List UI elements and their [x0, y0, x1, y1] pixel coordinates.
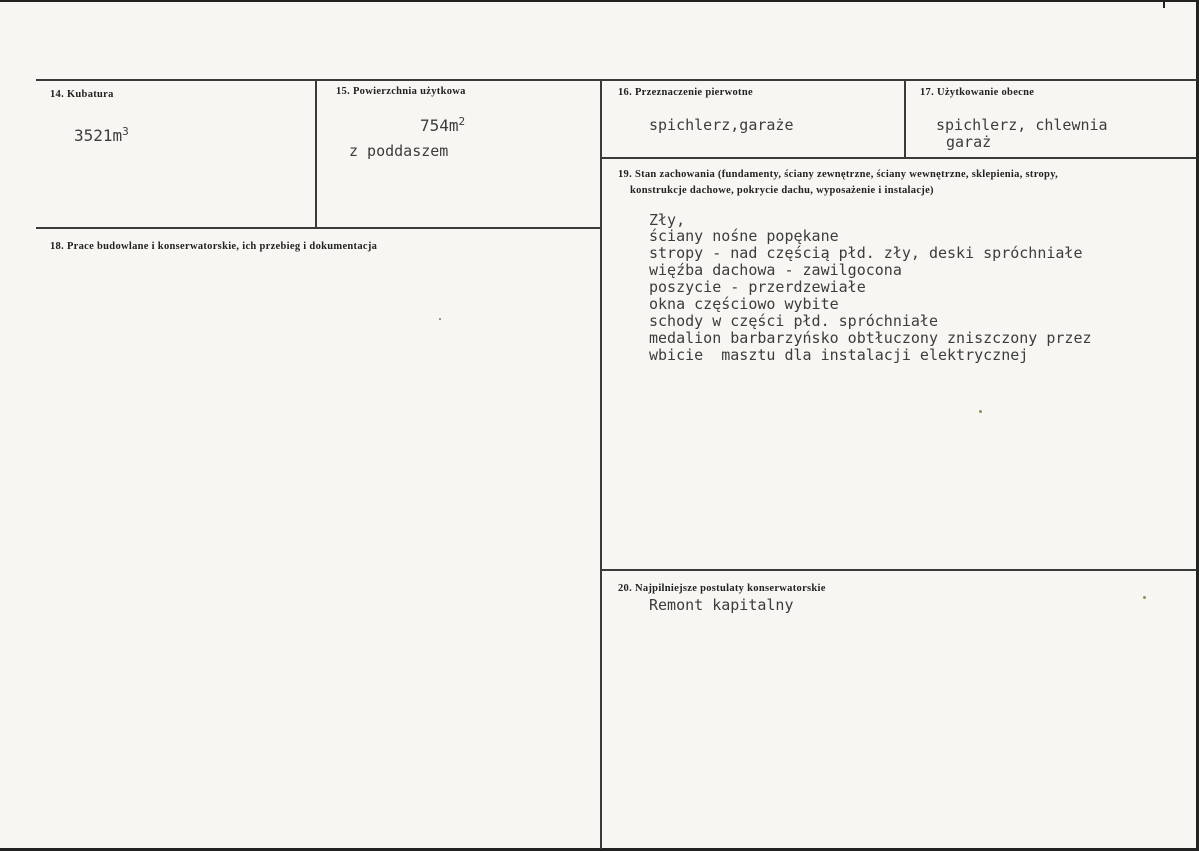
field-16-value: spichlerz,garaże [649, 116, 794, 134]
field-14-label: 14. Kubatura [50, 89, 114, 100]
field-15-value: $754m^2$ [420, 115, 466, 135]
field-16-label: 16. Przeznaczenie pierwotne [618, 87, 753, 98]
field-19-label-line2: konstrukcje dachowe, pokrycie dachu, wyposażenie i instalacje) [630, 185, 934, 196]
field-18-label: 18. Prace budowlane i konserwatorskie, ich przebieg i dokumentacja [50, 241, 378, 252]
field-19-label-line1: 19. Stan zachowania (fundamenty, ściany zewnętrzne, ściany wewnętrzne, sklepienia, stropy, [618, 169, 1059, 180]
field-19-line-9: wbicie masztu dla instalacji elektrycznej [649, 346, 1029, 364]
rule-above-20 [601, 569, 1197, 571]
divider-main [600, 79, 602, 849]
divider-16-17 [904, 79, 906, 159]
scan-speck [979, 410, 982, 413]
field-19-line-3: stropy - nad częścią płd. zły, deski spróchniałe [649, 244, 1083, 262]
scan-speck [1143, 596, 1146, 599]
field-20-value: Remont kapitalny [649, 596, 794, 614]
field-19-line-2: ściany nośne popękane [649, 227, 839, 245]
divider-14-15 [315, 79, 317, 228]
field-15-label: 15. Powierzchnia użytkowa [336, 86, 466, 97]
field-17-label: 17. Użytkowanie obecne [920, 87, 1035, 98]
field-19-line-8: medalion barbarzyńsko obtłuczony zniszczony przez [649, 329, 1092, 347]
field-14-value: $3521m^3$ [74, 125, 129, 145]
top-edge-mark [0, 0, 1199, 2]
field-15-note: z poddaszem [349, 142, 449, 160]
field-19-line-5: poszycie - przerdzewiałe [649, 278, 866, 296]
rule-under-14-15 [36, 227, 602, 229]
field-19-line-6: okna częściowo wybite [649, 295, 839, 313]
field-17-value-line2: garaż [946, 133, 992, 151]
field-19-line-1: Zły, [649, 211, 686, 229]
top-rule [36, 79, 1197, 81]
corner-tick [1163, 0, 1165, 8]
field-20-label: 20. Najpilniejsze postulaty konserwatorskie [618, 583, 826, 594]
field-17-value-line1: spichlerz, chlewnia [936, 116, 1108, 134]
field-19-line-7: schody w części płd. spróchniałe [649, 312, 938, 330]
scan-speck [439, 318, 441, 320]
rule-under-16-17 [601, 157, 1197, 159]
field-19-line-4: więźba dachowa - zawilgocona [649, 261, 902, 279]
